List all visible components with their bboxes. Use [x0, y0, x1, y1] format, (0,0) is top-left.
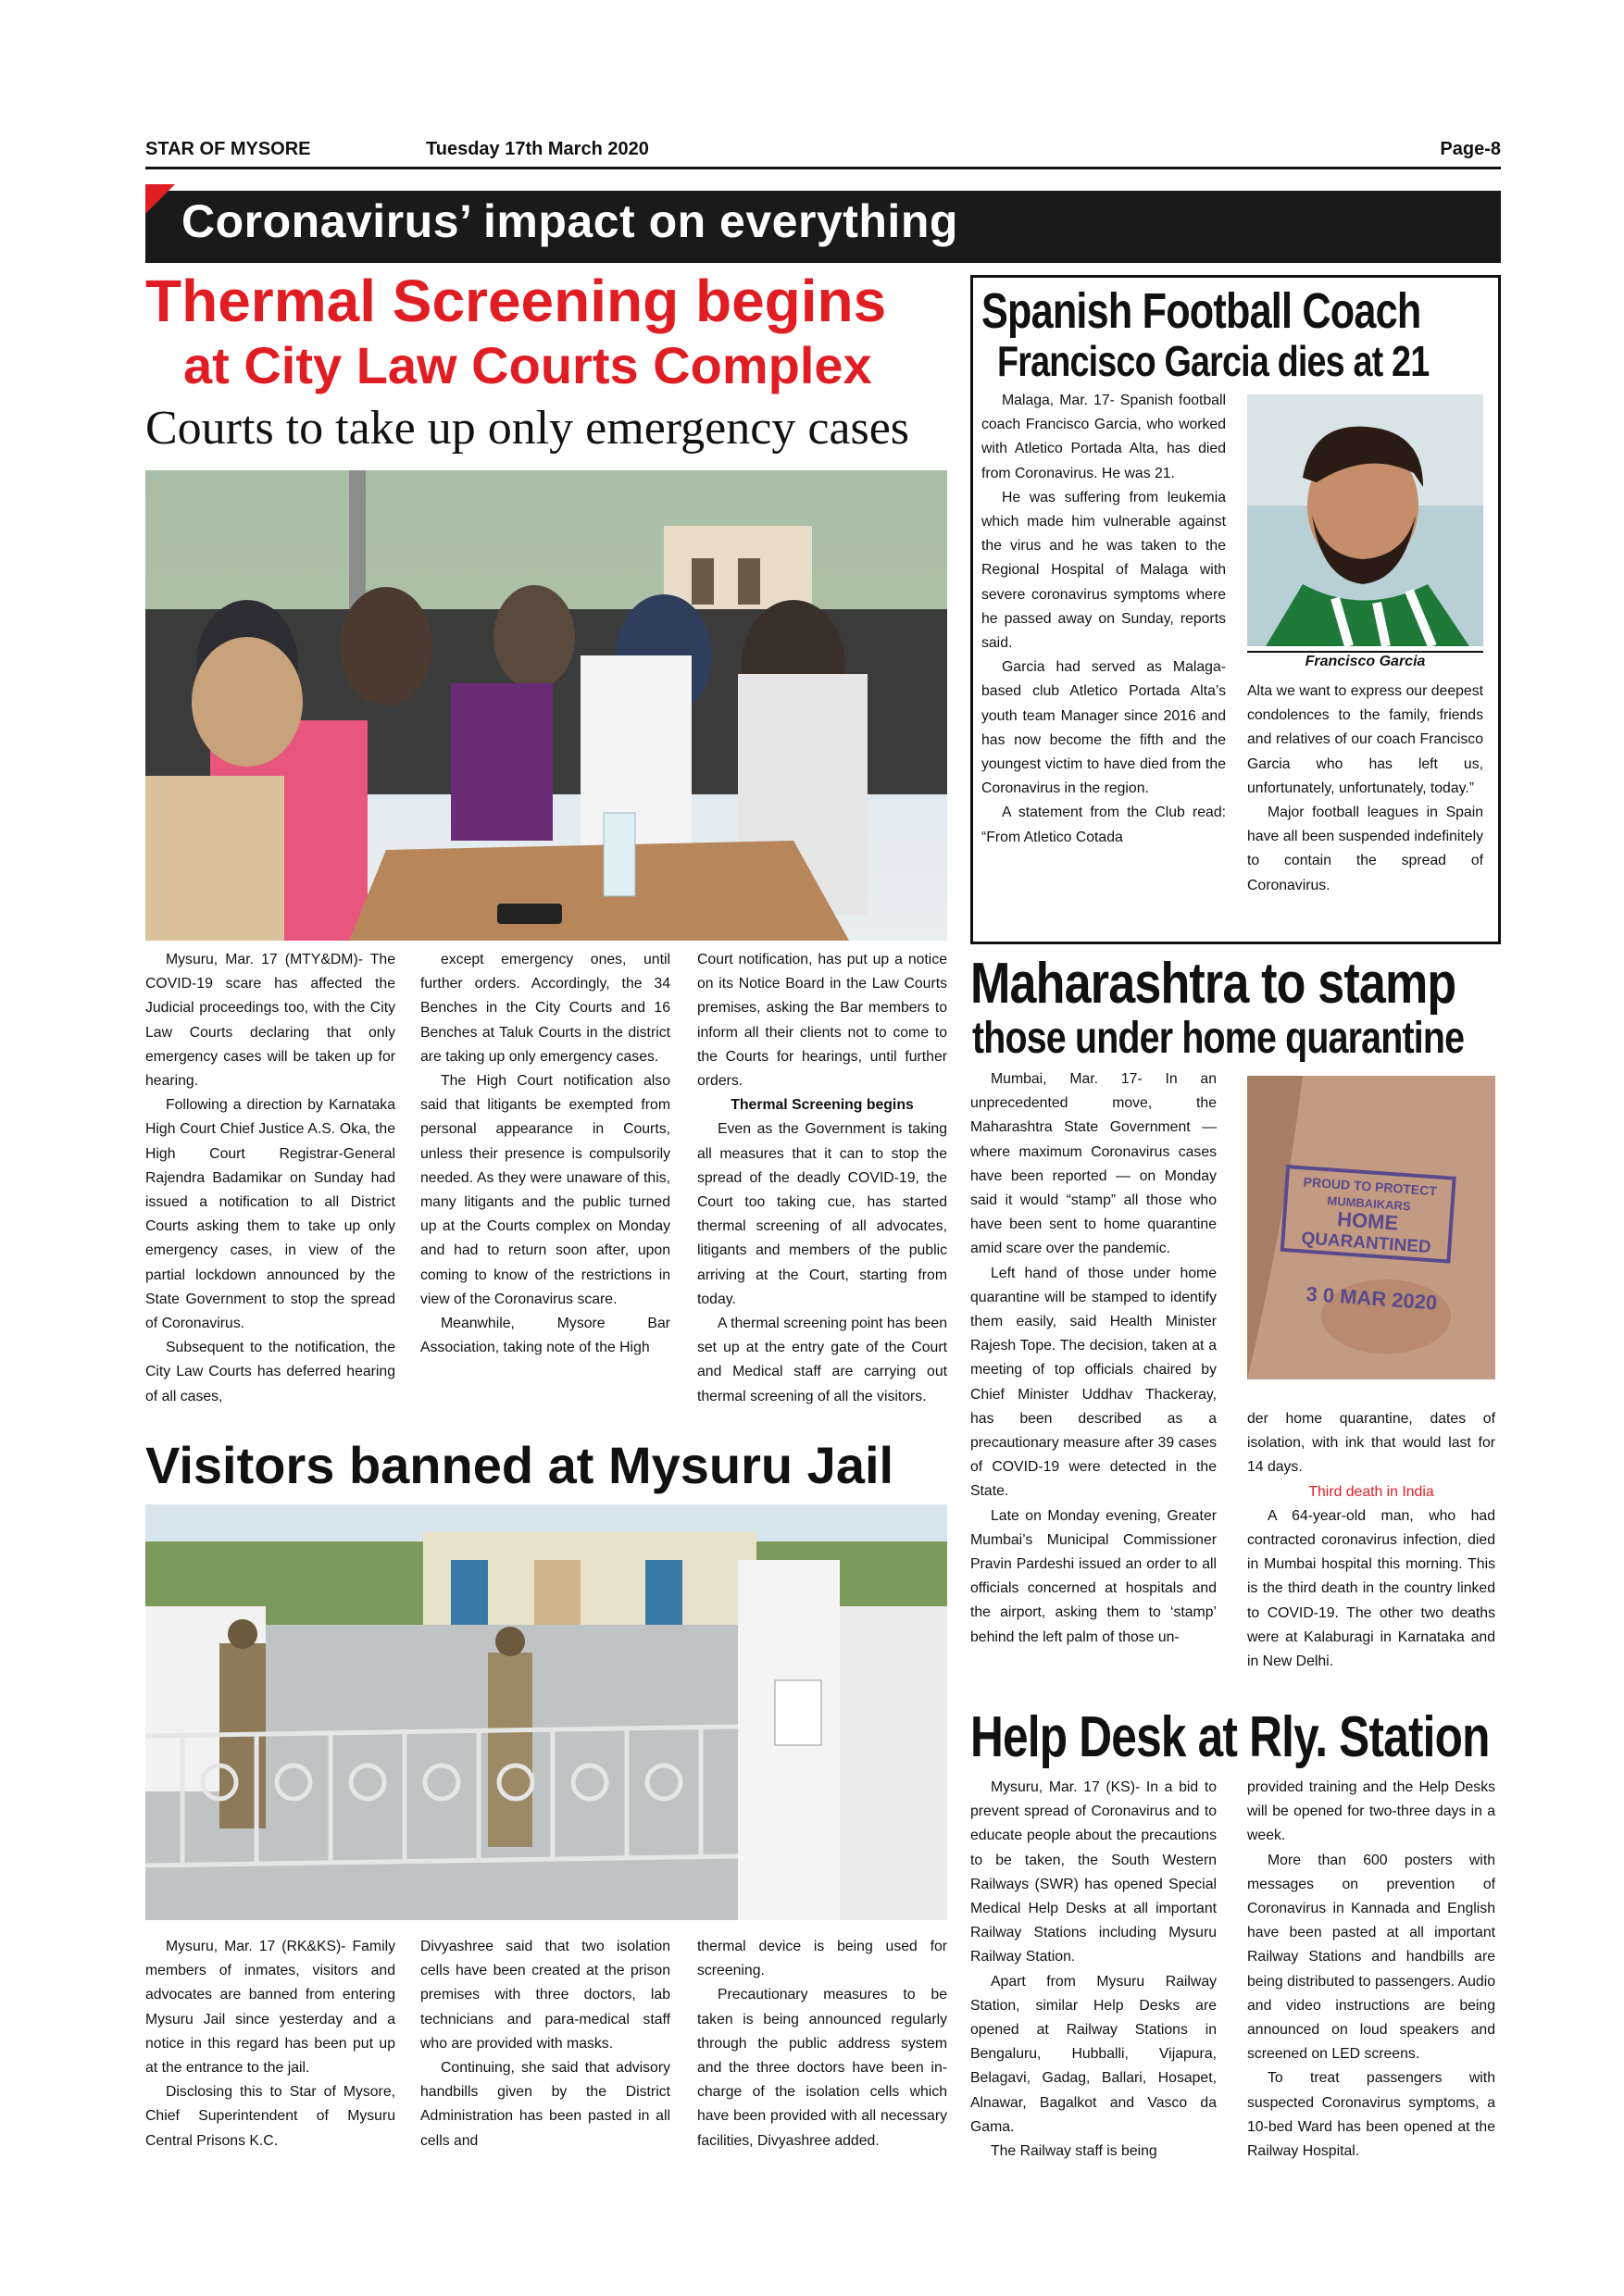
- thermal-col-1: [145, 948, 395, 1409]
- paragraph: Malaga, Mar. 17- Spanish football coach Francisco Garcia, who worked with Atletico Portada Alta, has died from Coronavirus. He was 21.: [981, 393, 1226, 481]
- maharashtra-col-2: [1247, 1407, 1495, 1674]
- paragraph: Mysuru, Mar. 17 (MTY&DM)- The COVID-19 scare has affected the Judicial proceedings too, with the City Law Courts declaring that only emergency cases will be taken up for hearing.: [145, 952, 395, 1090]
- jail-col-1: [145, 1935, 395, 2153]
- stamp-line: HOME: [1336, 1207, 1399, 1235]
- third-death-subheading: Third death in India: [1308, 1483, 1434, 1500]
- paragraph: Mysuru, Mar. 17 (RK&KS)- Family members of inmates, visitors and advocates are banned from entering Mysuru Jail since yesterday and a notice in this regard has been put up at the entrance to the jail.: [145, 1939, 395, 2077]
- masthead-rule: [145, 167, 1501, 169]
- paper-name: STAR OF MYSORE: [145, 139, 311, 159]
- paragraph: der home quarantine, dates of isolation, with ink that would last for 14 days.: [1247, 1411, 1495, 1476]
- stamped-hand-photo: [1247, 1076, 1495, 1379]
- paragraph: Late on Monday evening, Greater Mumbai’s Municipal Commissioner Pravin Pardeshi issued an order to all officials concerned at hospitals and the airport, asking them to ‘stamp’ behind the left palm of those un-: [970, 1507, 1217, 1645]
- paragraph: Mumbai, Mar. 17- In an unprecedented move, the Maharashtra State Government — where maximum Coronavirus cases have been reported — on Monday said it would “stamp” all those who have been sent to home quarantine amid scare over the pandemic.: [970, 1071, 1217, 1257]
- stamp-line: QUARANTINED: [1300, 1229, 1432, 1258]
- portrait-illustration: [1247, 394, 1483, 646]
- maharashtra-headline-line2: those under home quarantine: [972, 1014, 1465, 1063]
- paragraph: Following a direction by Karnataka High Court Chief Justice A.S. Oka, the High Court Registrar-General Rajendra Badamikar on Sunday had issued a notification to all District Courts asking them to take up only emergency cases, in view of the partial lockdown announced by the State Government to stop the spread of Coronavirus.: [145, 1097, 395, 1332]
- francisco-garcia-photo: [1247, 394, 1483, 646]
- paragraph: Subsequent to the notification, the City Law Courts has deferred hearing of all cases,: [145, 1340, 395, 1404]
- paragraph: Left hand of those under home quarantine will be stamped to identify them easily, said Health Minister Rajesh Tope. The decision, taken at a meeting of top officials chaired by Chief Minister Uddhav Thackeray, has been described as a precautionary measure after 39 cases of COVID-19 were detected in the State.: [970, 1265, 1217, 1500]
- paragraph: The High Court notification also said that litigants be exempted from personal appearance in Courts, unless their presence is compulsorily needed. As they were unaware of this, many litigants and the public turned up at the Courts complex on Monday and had to return soon after, upon coming to know of the restrictions in view of the Coronavirus scare.: [420, 1073, 670, 1307]
- helpdesk-headline: Help Desk at Rly. Station: [970, 1705, 1490, 1769]
- paragraph: Even as the Government is taking all measures that it can to stop the spread of the deadly COVID-19, the Court too taking cue, has started thermal screening of all advocates, litigants and members of the public arriving at the Court, starting from today.: [697, 1121, 947, 1307]
- helpdesk-col-2: [1247, 1776, 1495, 2164]
- thermal-col-3: [697, 948, 947, 1409]
- page-number: Page-8: [1440, 139, 1501, 159]
- paragraph: A thermal screening point has been set up at the entry gate of the Court and Medical staff are carrying out thermal screening of all the visitors.: [697, 1316, 947, 1404]
- paragraph: To treat passengers with suspected Coronavirus symptoms, a 10-bed Ward has been opened at the Railway Hospital.: [1247, 2070, 1495, 2160]
- spanish-headline-line1: Spanish Football Coach: [981, 283, 1421, 339]
- paragraph: Alta we want to express our deepest condolences to the family, friends and relatives of our coach Francisco Garcia who has left us, unfortunately, unfortunately, today.”: [1247, 683, 1483, 796]
- stamp-date: 3 0 MAR 2020: [1305, 1281, 1439, 1315]
- thermal-subhead: Courts to take up only emergency cases: [145, 402, 910, 455]
- helpdesk-col-1: [970, 1776, 1217, 2164]
- paragraph: except emergency ones, until further orders. Accordingly, the 34 Benches in the City Courts and 16 Benches at Taluk Courts in the district are taking up only emergency cases.: [420, 952, 670, 1065]
- paragraph: Meanwhile, Mysore Bar Association, taking note of the High: [420, 1316, 670, 1356]
- banner-corner-mark: [145, 184, 175, 214]
- paragraph: Precautionary measures to be taken is being announced regularly through the public address system and the three doctors have been in-charge of the isolation cells which have been provided with all necessary facilities, Divyashree added.: [697, 1987, 947, 2149]
- jail-gate-photo: [145, 1504, 947, 1920]
- paragraph: He was suffering from leukemia which made him vulnerable against the virus and he was taken to the Regional Hospital of Malaga with severe coronavirus symptoms where he passed away on Sunday, reports said.: [981, 489, 1226, 652]
- paragraph: Major football leagues in Spain have all been suspended indefinitely to contain the spread of Coronavirus.: [1247, 805, 1483, 893]
- jail-headline: Visitors banned at Mysuru Jail: [145, 1436, 894, 1494]
- paragraph: Court notification, has put up a notice on its Notice Board in the Law Courts premises, asking the Bar members to inform all their clients not to come to the Courts for hearings, until further orders.: [697, 952, 947, 1090]
- paragraph: A 64-year-old man, who had contracted coronavirus infection, died in Mumbai hospital this morning. This is the third death in the country linked to COVID-19. The other two deaths were at Kalaburagi in Karnataka and in New Delhi.: [1247, 1507, 1495, 1670]
- paragraph: Continuing, she said that advisory handbills given by the District Administration has been pasted in all cells and: [420, 2060, 670, 2149]
- spanish-col-2: [1247, 680, 1483, 898]
- spanish-headline-line2: Francisco Garcia dies at 21: [997, 337, 1430, 385]
- paragraph: Mysuru, Mar. 17 (KS)- In a bid to prevent spread of Coronavirus and to educate people about the precautions to be taken, the South Western Railways (SWR) has opened Special Medical Help Desks at all important Railway Stations including Mysuru Railway Station.: [970, 1779, 1217, 1965]
- paragraph: Disclosing this to Star of Mysore, Chief Superintendent of Mysuru Central Prisons K.C.: [145, 2084, 395, 2149]
- paragraph: Divyashree said that two isolation cells have been created at the prison premises with three doctors, lab technicians and para-medical staff who are provided with masks.: [420, 1939, 670, 2052]
- section-banner-title: Coronavirus’ impact on everything: [181, 195, 958, 247]
- maharashtra-headline-line1: Maharashtra to stamp: [970, 952, 1456, 1016]
- photo-caption: Francisco Garcia: [1305, 654, 1426, 669]
- paragraph: thermal device is being used for screening.: [697, 1939, 947, 1979]
- maharashtra-col-1: [970, 1067, 1217, 1650]
- caption-rule: [1247, 651, 1483, 653]
- thermal-col-2: [420, 948, 670, 1360]
- paragraph: A statement from the Club read: “From Atletico Cotada: [981, 805, 1226, 845]
- paragraph: Apart from Mysuru Railway Station, similar Help Desks are opened at Railway Stations in Bengaluru, Hubballi, Vijapura, Belagavi, Gadag, Ballari, Hosapet, Alnawar, Bagalkot and Vasco da Gama.: [970, 1973, 1217, 2135]
- stamp-line: PROUD TO PROTECT: [1303, 1174, 1438, 1199]
- stamp-illustration: [1247, 1076, 1495, 1379]
- paragraph: provided training and the Help Desks will be opened for two-three days in a week.: [1247, 1779, 1495, 1844]
- thermal-headline-line2: at City Law Courts Complex: [183, 336, 872, 394]
- stamp-line: MUMBAIKARS: [1326, 1193, 1412, 1214]
- spanish-col-1: [981, 389, 1226, 850]
- court-scene-illustration: [145, 470, 947, 941]
- paragraph: Garcia had served as Malaga-based club Atletico Portada Alta’s youth team Manager since 2016 and has now become the fifth and the youngest victim to have died from the Coronavirus in the region.: [981, 659, 1226, 797]
- thermal-screening-photo: [145, 470, 947, 941]
- paragraph: The Railway staff is being: [991, 2143, 1157, 2160]
- jail-col-3: [697, 1935, 947, 2153]
- thermal-headline-line1: Thermal Screening begins: [145, 268, 887, 334]
- paragraph: More than 600 posters with messages on prevention of Coronavirus in Kannada and English have been pasted at all important Railway Stations and handbills are being distributed to passengers. Audio and video instructions are being announced on loud speakers and screened on LED screens.: [1247, 1852, 1495, 2063]
- issue-date: Tuesday 17th March 2020: [426, 139, 649, 159]
- jail-scene-illustration: [145, 1504, 947, 1920]
- jail-col-2: [420, 1935, 670, 2153]
- thermal-subheading: Thermal Screening begins: [731, 1097, 914, 1114]
